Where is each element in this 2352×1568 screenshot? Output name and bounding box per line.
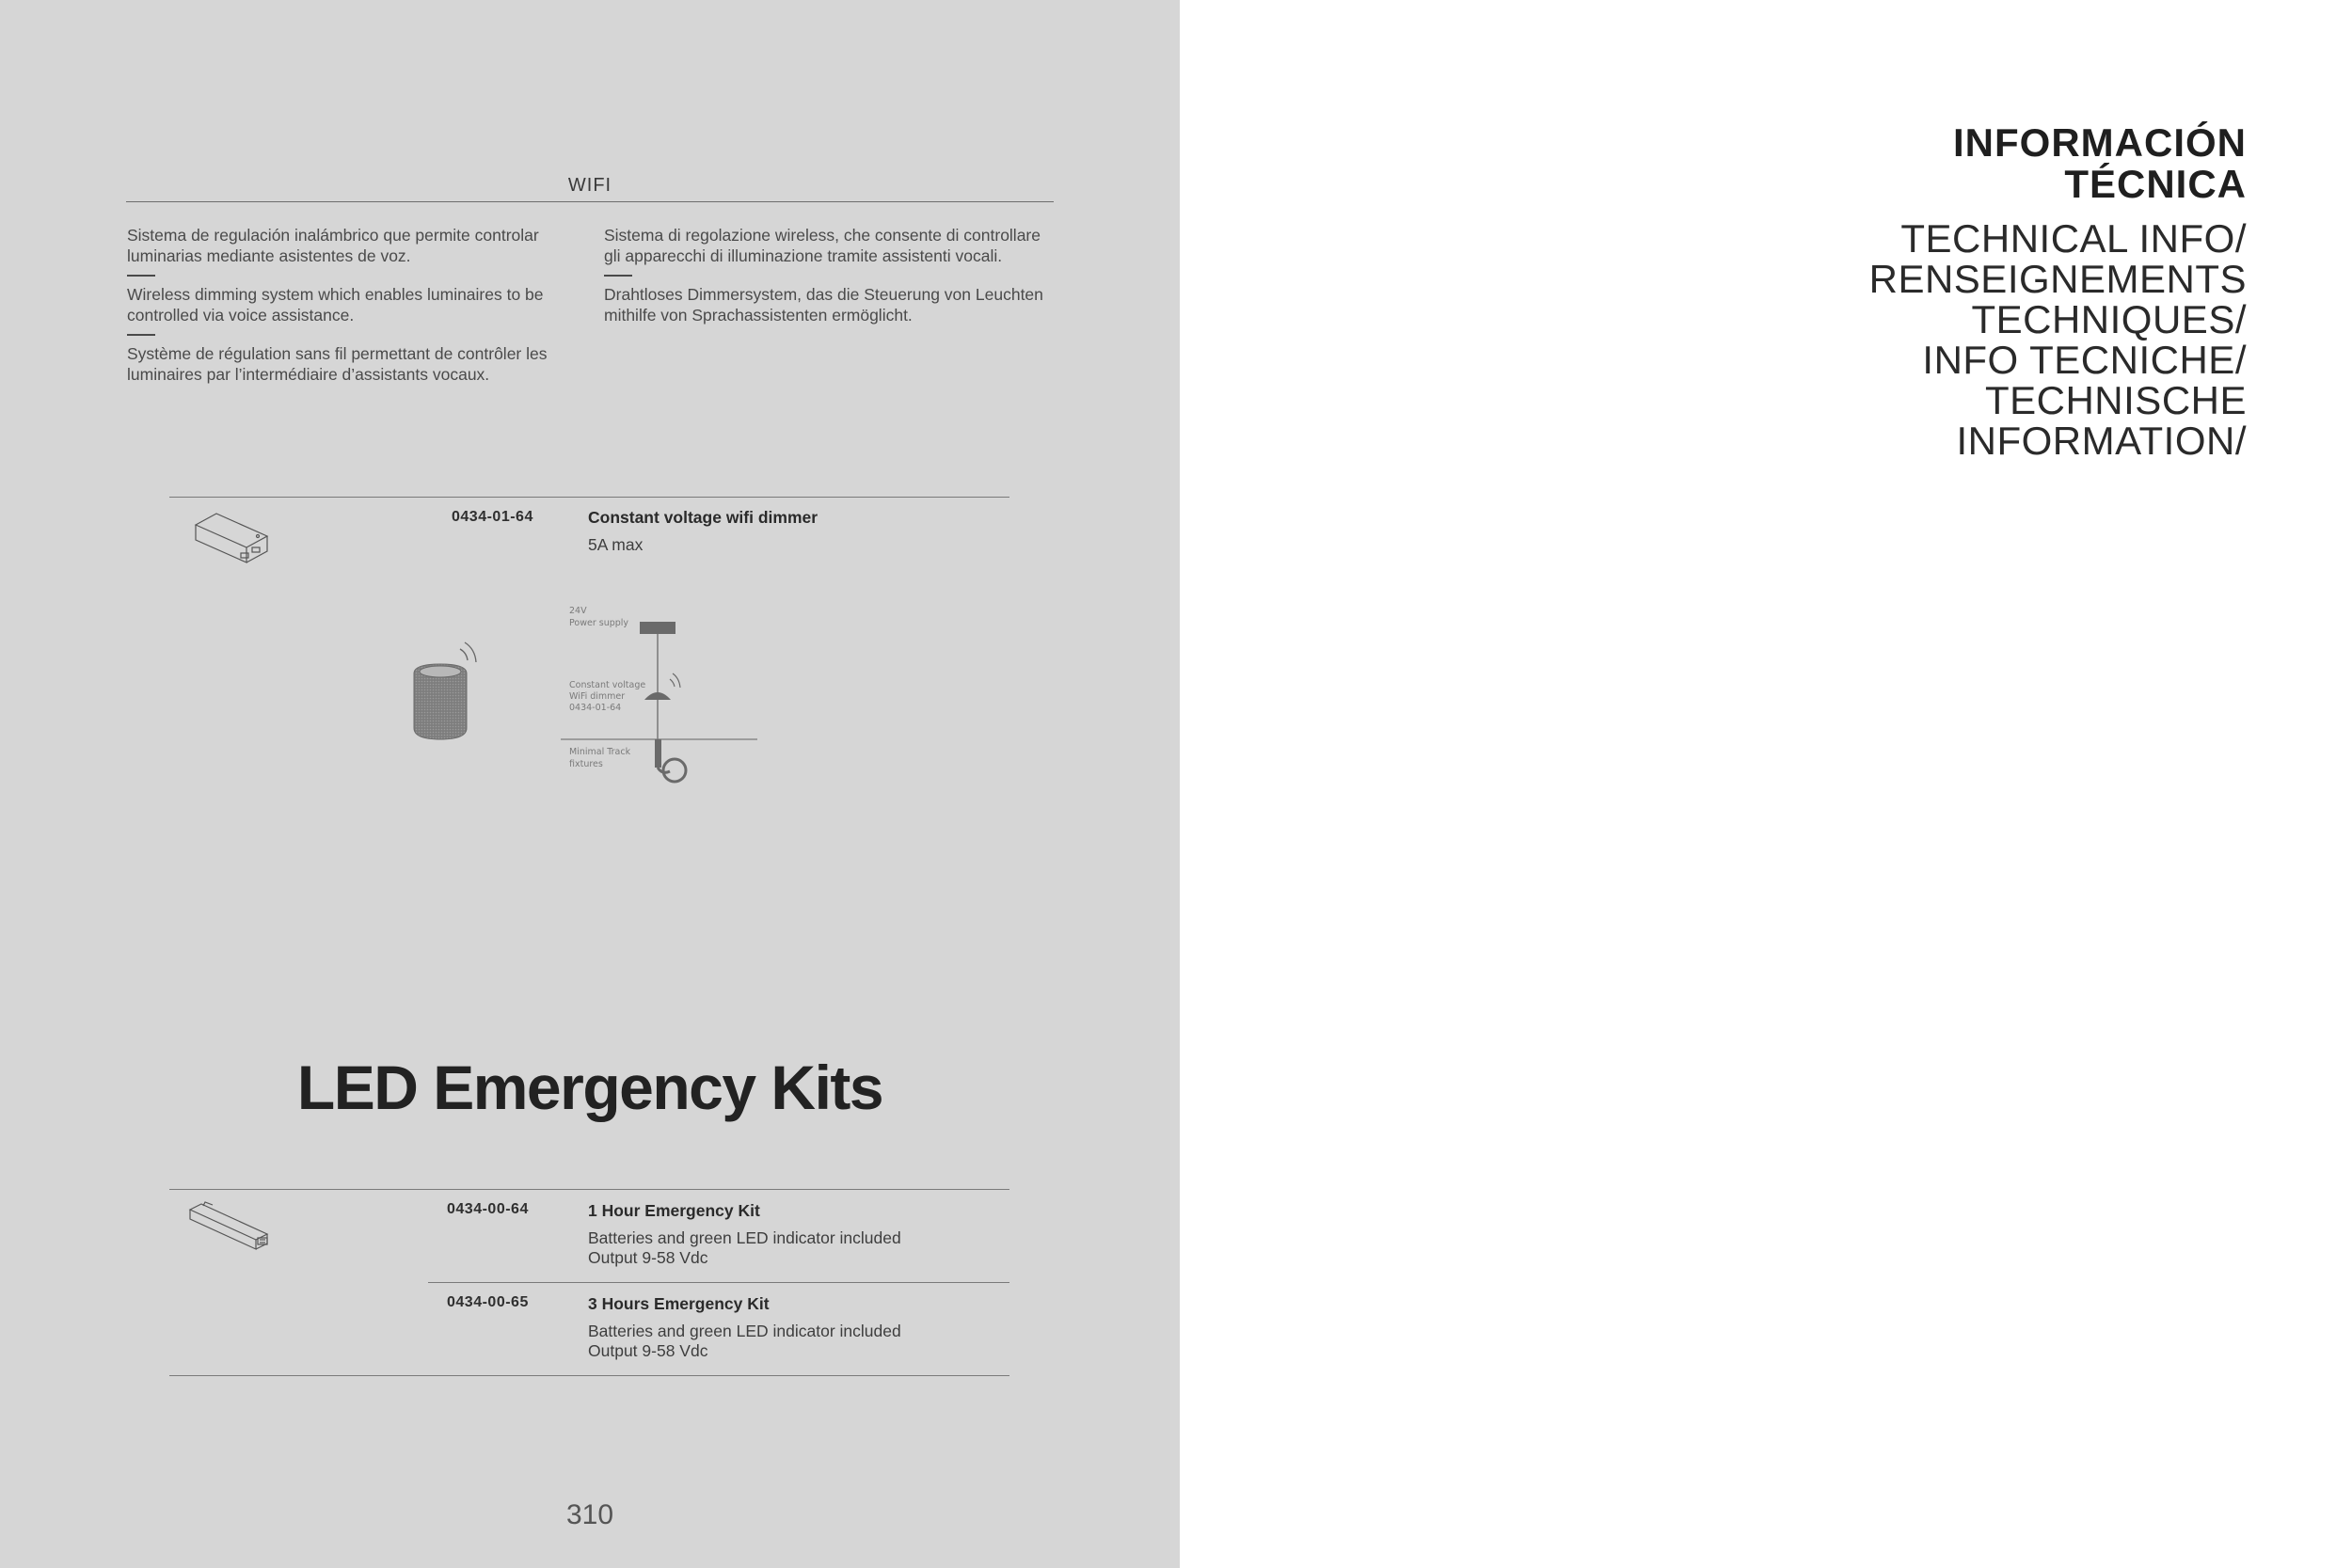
wifi-rule — [126, 201, 1054, 202]
page-number: 310 — [565, 1499, 614, 1530]
diagram-label: 0434-01-64 — [569, 703, 622, 713]
technical-info-heading — [1869, 122, 2247, 461]
diagram-label: WiFi dimmer — [569, 691, 626, 702]
diagram-label: Power supply — [569, 618, 629, 628]
wifi-text-it: Sistema di regolazione wireless, che consente di controllare gli apparecchi di illuminazione tramite assistenti vocali. — [604, 226, 1041, 265]
product-name: Constant voltage wifi dimmer — [588, 508, 818, 527]
heading-light-line: TECHNIQUES/ — [1971, 297, 2247, 341]
product-code: 0434-01-64 — [452, 509, 533, 525]
product-detail-line: Batteries and green LED indicator included — [588, 1228, 901, 1247]
diagram-label: fixtures — [569, 759, 603, 769]
heading-bold-line: TÉCNICA — [2064, 162, 2247, 206]
product-description: 5A max — [588, 535, 644, 554]
table-rule — [428, 1282, 1009, 1283]
wifi-title: WIFI — [567, 175, 612, 196]
heading-translations — [1869, 218, 2247, 461]
product-name: 1 Hour Emergency Kit — [588, 1201, 760, 1220]
product-detail-line: Batteries and green LED indicator included — [588, 1322, 901, 1340]
wifi-connection-diagram — [395, 593, 771, 790]
product-detail-line: Output 9-58 Vdc — [588, 1247, 708, 1267]
heading-bold-line: INFORMACIÓN — [1953, 120, 2247, 165]
diagram-label: Minimal Track — [569, 747, 631, 757]
dimmer-node-icon — [644, 692, 671, 700]
heading-light-line: TECHNISCHE — [1984, 378, 2247, 422]
diagram-label: 24V — [569, 606, 587, 616]
table-rule — [169, 497, 1009, 498]
heading-light-line: RENSEIGNEMENTS — [1868, 257, 2247, 301]
section-title: LED Emergency Kits — [296, 1053, 883, 1122]
product-detail-line: Output 9-58 Vdc — [588, 1340, 708, 1360]
power-supply-icon — [640, 622, 675, 634]
product-code: 0434-00-64 — [447, 1201, 529, 1217]
wifi-text-es: Sistema de regulación inalámbrico que permite controlar luminarias mediante asistentes de voz. — [127, 226, 539, 265]
table-rule — [169, 1375, 1009, 1376]
table-rule — [169, 1189, 1009, 1190]
wifi-left-column — [127, 226, 577, 385]
product-description — [588, 1228, 901, 1267]
wifi-text-fr: Système de régulation sans fil permettant de contrôler les luminaires par l’intermédiaire d’assistants vocaux. — [127, 344, 548, 384]
divider-dash — [604, 275, 632, 277]
product-name: 3 Hours Emergency Kit — [588, 1294, 770, 1313]
product-description — [588, 1322, 901, 1360]
divider-dash — [127, 275, 155, 277]
smart-speaker-icon — [414, 642, 476, 739]
emergency-kit-device-icon — [184, 1196, 278, 1262]
dimmer-device-icon — [188, 508, 275, 572]
diagram-label: Constant voltage — [569, 680, 646, 690]
divider-dash — [127, 334, 155, 336]
heading-light-line: TECHNICAL INFO/ — [1900, 216, 2247, 261]
wifi-right-column — [604, 226, 1054, 325]
product-code: 0434-00-65 — [447, 1294, 529, 1310]
heading-light-line: INFO TECNICHE/ — [1922, 338, 2247, 382]
track-fixture-icon — [655, 739, 686, 782]
heading-light-line: INFORMATION/ — [1956, 419, 2247, 463]
wifi-text-en: Wireless dimming system which enables luminaires to be controlled via voice assistance. — [127, 285, 544, 325]
wifi-text-de: Drahtloses Dimmersystem, das die Steuerung von Leuchten mithilfe von Sprachassistenten ermöglicht. — [604, 285, 1043, 325]
